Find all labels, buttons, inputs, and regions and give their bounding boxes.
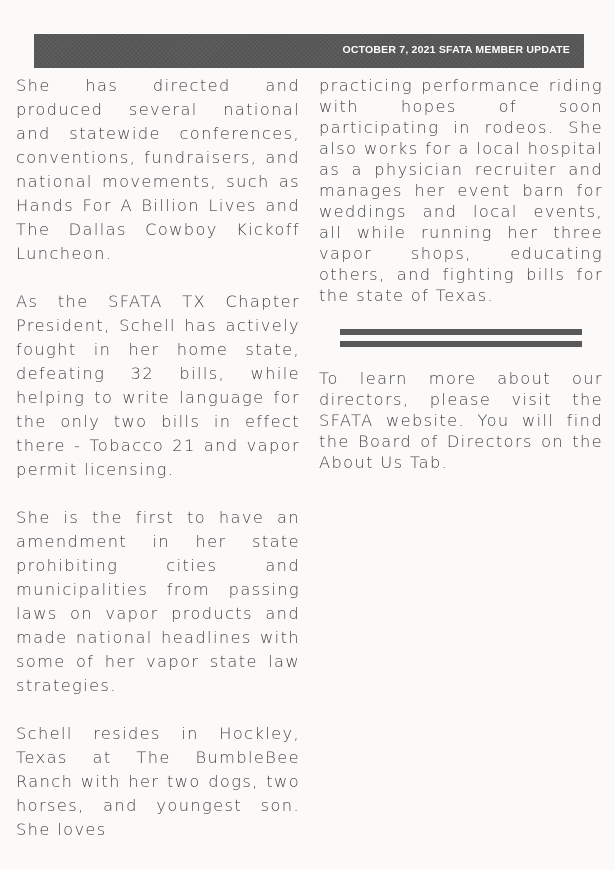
divider-line-bottom: [340, 341, 582, 347]
left-column: [16, 74, 300, 842]
right-paragraph-2: To learn more about our directors, please visit the SFATA website. You will find the Board of Directors on the About Us Tab.: [319, 369, 603, 472]
left-paragraph-3: She is the first to have an amendment in her state prohibiting cities and municipalities from passing laws on vapor products and made national headlines with some of her vapor state law strategies.: [16, 508, 300, 695]
header-banner: [34, 34, 584, 68]
left-paragraph-1: She has directed and produced several national and statewide conferences, conventions, fundraisers, and national movements, such as Hands For A Billion Lives and The Dallas Cowboy Kickoff Luncheon.: [16, 76, 300, 263]
right-paragraph-1: practicing performance riding with hopes of soon participating in rodeos. She also works for a local hospital as a physician recruiter and manages her event barn for weddings and local events, all while running her three vapor shops, educating others, and fighting bills for the state of Texas.: [319, 76, 603, 305]
header-title: OCTOBER 7, 2021 SFATA MEMBER UPDATE: [342, 44, 570, 56]
left-paragraph-2: As the SFATA TX Chapter President, Schell has actively fought in her home state, defeating 32 bills, while helping to write language for the only two bills in effect there - Tobacco 21 and vapor permit licensing.: [16, 292, 300, 479]
divider-line-top: [340, 329, 582, 335]
right-column-bottom: [319, 368, 603, 473]
left-paragraph-4: Schell resides in Hockley, Texas at The BumbleBee Ranch with her two dogs, two horses, and youngest son. She loves: [16, 724, 300, 839]
right-column-top: [319, 75, 603, 306]
